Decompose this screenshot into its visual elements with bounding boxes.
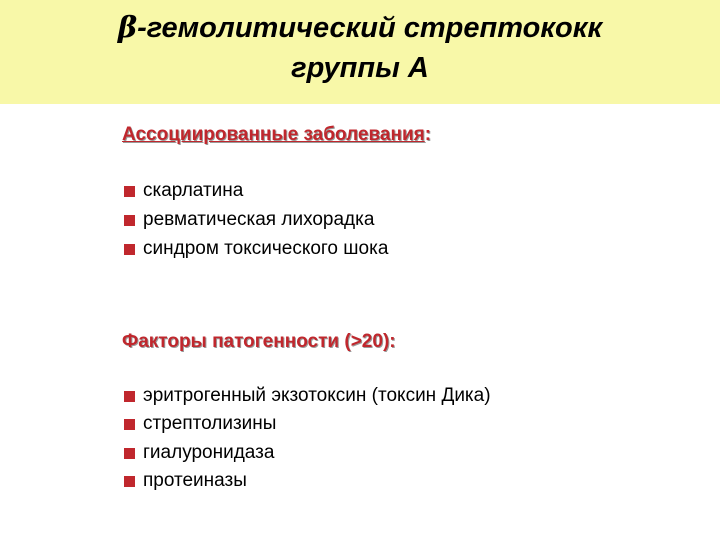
slide-title-text: -гемолитический стрептококк bbox=[137, 12, 603, 44]
list-item-text: ревматическая лихорадка bbox=[143, 209, 375, 230]
square-bullet-icon bbox=[124, 215, 135, 226]
list-item-text: эритрогенный экзотоксин (токсин Дика) bbox=[143, 385, 491, 406]
square-bullet-icon bbox=[124, 391, 135, 402]
list-item-text: скарлатина bbox=[143, 180, 244, 201]
square-bullet-icon bbox=[124, 419, 135, 430]
associated-diseases-heading bbox=[122, 124, 431, 146]
list-item bbox=[124, 237, 388, 261]
square-bullet-icon bbox=[124, 476, 135, 487]
list-item-text: протеиназы bbox=[143, 470, 247, 491]
list-item-text: стрептолизины bbox=[143, 413, 277, 434]
slide-title-line-1 bbox=[0, 10, 720, 45]
list-item-text: синдром токсического шока bbox=[143, 238, 389, 259]
list-item bbox=[124, 384, 491, 408]
list-item-text: гиалуронидаза bbox=[143, 442, 275, 463]
associated-diseases-heading-text: Ассоциированные заболевания bbox=[122, 124, 425, 145]
list-item bbox=[124, 441, 274, 465]
slide-title-line-2: группы А bbox=[291, 52, 429, 84]
square-bullet-icon bbox=[124, 448, 135, 459]
square-bullet-icon bbox=[124, 186, 135, 197]
list-item bbox=[124, 208, 374, 232]
pathogenicity-factors-heading: Факторы патогенности (>20): bbox=[122, 331, 396, 352]
square-bullet-icon bbox=[124, 244, 135, 255]
list-item bbox=[124, 179, 243, 203]
list-item bbox=[124, 412, 276, 436]
beta-symbol: β bbox=[117, 10, 138, 44]
title-band bbox=[0, 0, 720, 104]
list-item bbox=[124, 469, 247, 493]
associated-diseases-heading-colon: : bbox=[424, 124, 432, 145]
